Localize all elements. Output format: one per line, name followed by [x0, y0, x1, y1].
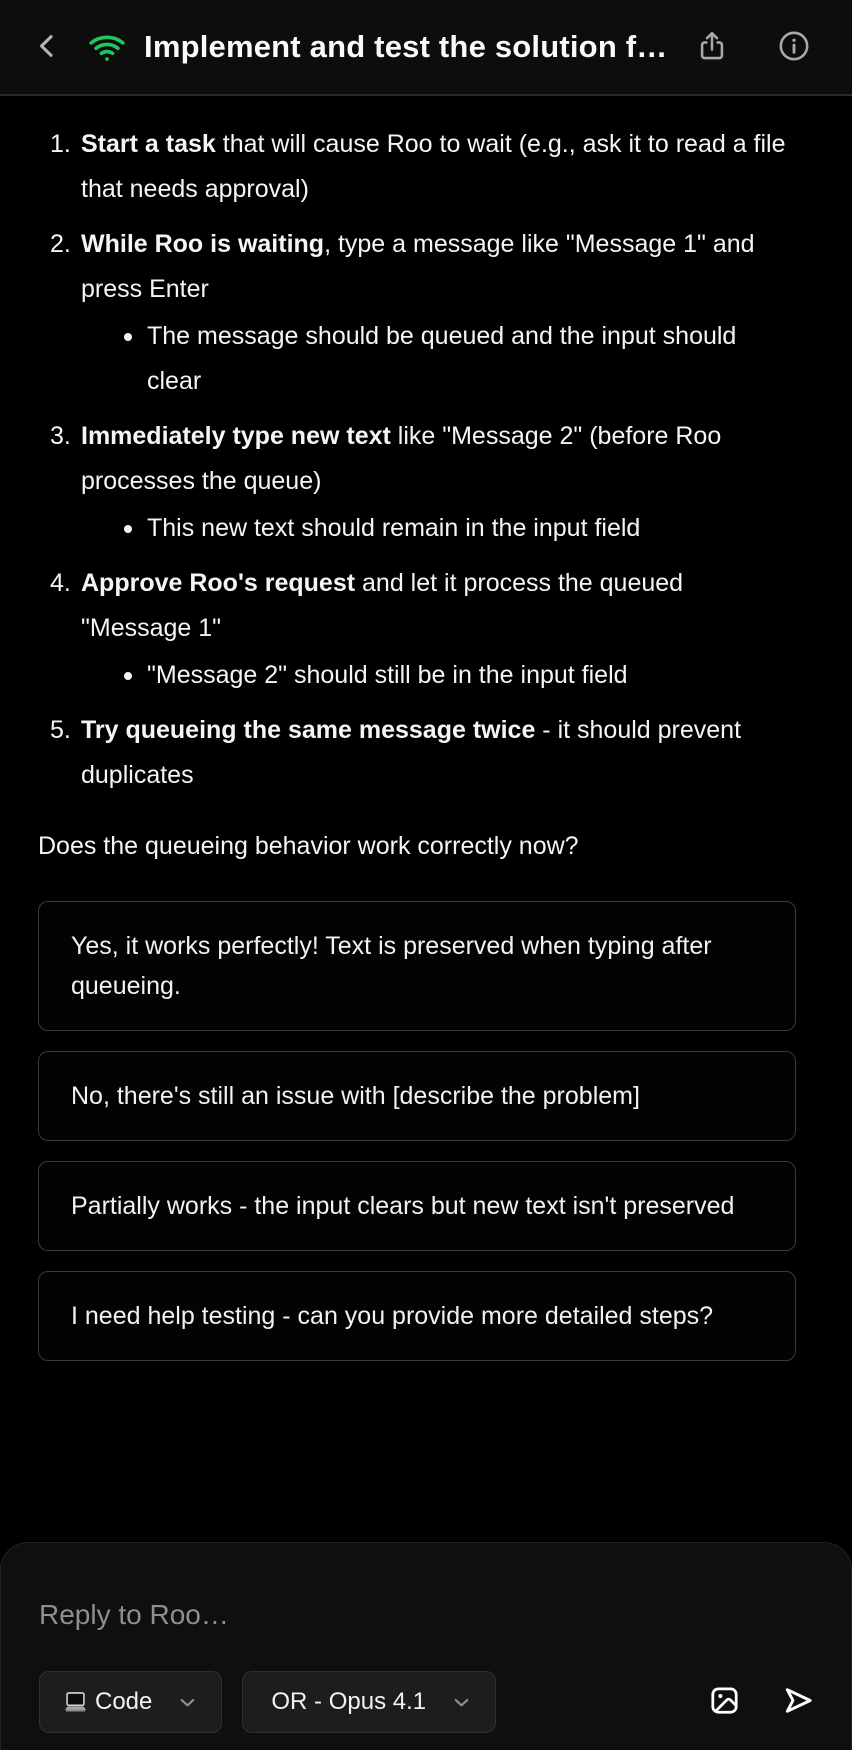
- step-subitem: "Message 2" should still be in the input field: [81, 653, 796, 698]
- suggestion-button[interactable]: I need help testing - can you provide more detailed steps?: [38, 1271, 796, 1361]
- share-icon: [695, 29, 729, 66]
- share-button[interactable]: [690, 25, 734, 69]
- step-text: , type a message like "Message 1" and press Enter: [81, 230, 755, 303]
- step-number: 5.: [50, 716, 71, 744]
- step-bold-text: Immediately type new text: [81, 422, 391, 450]
- step-text: and let it process the queued "Message 1": [81, 569, 684, 642]
- send-icon: [781, 1683, 816, 1721]
- page-title: Implement and test the solution f…: [144, 29, 668, 64]
- step-text: like "Message 2" (before Roo processes the queue): [81, 422, 722, 495]
- suggestions: [38, 901, 796, 1361]
- send-button[interactable]: [775, 1679, 821, 1725]
- step-bold-text: Approve Roo's request: [81, 569, 356, 597]
- suggestion-button[interactable]: No, there's still an issue with [describe the problem]: [38, 1051, 796, 1141]
- model-selector[interactable]: [242, 1671, 496, 1733]
- back-button[interactable]: [28, 27, 68, 67]
- suggestion-button[interactable]: Partially works - the input clears but new text isn't preserved: [38, 1161, 796, 1251]
- steps-list: [38, 122, 796, 798]
- header: [0, 0, 852, 96]
- info-icon: [777, 29, 811, 66]
- step-text: - it should prevent duplicates: [81, 716, 742, 789]
- chevron-left-icon: [33, 31, 63, 64]
- question-text: Does the queueing behavior work correctly now?: [38, 832, 579, 860]
- reply-input[interactable]: [39, 1597, 821, 1633]
- model-label: OR - Opus 4.1: [271, 1688, 427, 1715]
- laptop-icon: [62, 1689, 89, 1716]
- attach-image-button[interactable]: [701, 1679, 747, 1725]
- chevron-down-icon: [176, 1691, 199, 1714]
- chevron-down-icon: [450, 1691, 473, 1714]
- step-item: [38, 122, 796, 212]
- step-number: 1.: [50, 130, 71, 158]
- mode-label: Code: [95, 1688, 153, 1715]
- step-item: [38, 561, 796, 698]
- suggestion-button[interactable]: Yes, it works perfectly! Text is preserved when typing after queueing.: [38, 901, 796, 1031]
- chat-message-area: [0, 96, 852, 1542]
- info-button[interactable]: [772, 25, 816, 69]
- step-number: 2.: [50, 230, 71, 258]
- composer: [0, 1542, 852, 1750]
- step-number: 3.: [50, 422, 71, 450]
- step-bold-text: Start a task: [81, 130, 216, 158]
- step-item: [38, 414, 796, 551]
- step-subitem: The message should be queued and the input should clear: [81, 314, 796, 404]
- step-item: [38, 222, 796, 404]
- image-icon: [708, 1684, 741, 1720]
- step-number: 4.: [50, 569, 71, 597]
- wifi-icon: [86, 28, 128, 66]
- step-subitem: This new text should remain in the input field: [81, 506, 796, 551]
- step-bold-text: Try queueing the same message twice: [81, 716, 536, 744]
- step-bold-text: While Roo is waiting: [81, 230, 325, 258]
- composer-toolbar: [39, 1671, 821, 1733]
- step-text: that will cause Roo to wait (e.g., ask it to read a file that needs approval): [81, 130, 786, 203]
- mode-selector[interactable]: [39, 1671, 222, 1733]
- step-item: [38, 708, 796, 798]
